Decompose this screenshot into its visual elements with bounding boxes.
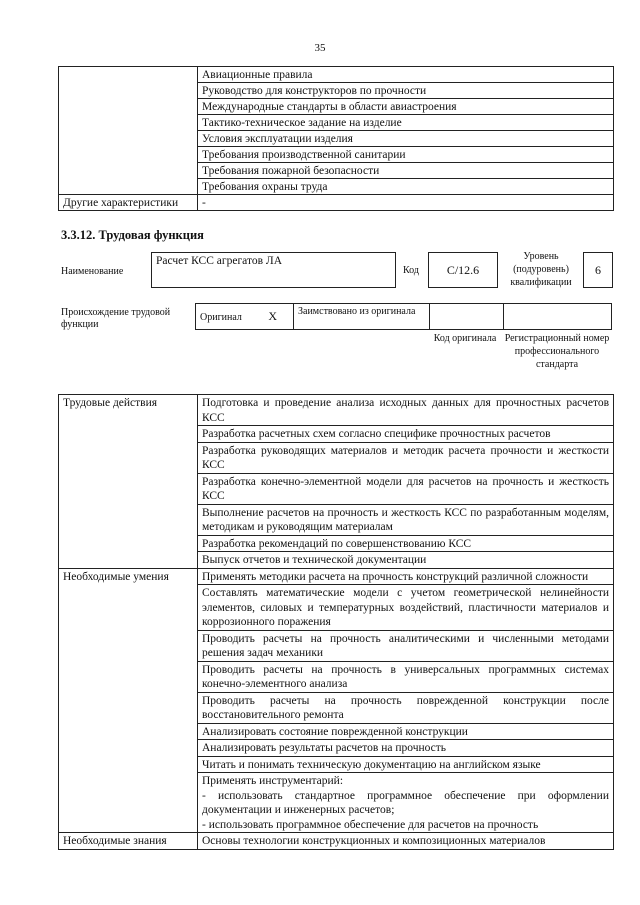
requirement-item: Требования производственной санитарии: [198, 147, 614, 163]
code-original-cell: [430, 304, 504, 330]
requirements-table: [58, 66, 614, 211]
original-cell: [196, 304, 294, 330]
skill-item-instruments: [198, 773, 614, 833]
function-details-table: [58, 394, 614, 850]
action-item: Разработка рекомендаций по совершенствованию КСС: [198, 535, 614, 552]
skill-item: Анализировать результаты расчетов на прочность: [198, 740, 614, 757]
requirement-item: Тактико-техническое задание на изделие: [198, 115, 614, 131]
instruments-line: - использовать программное обеспечение для расчетов на прочность: [202, 818, 539, 831]
code-original-caption: Код оригинала: [433, 333, 497, 344]
level-label: Уровень (подуровень) квалификации: [510, 251, 572, 288]
level-box: 6: [583, 252, 613, 288]
requirement-item: Международные стандарты в области авиастроения: [198, 99, 614, 115]
action-item: Подготовка и проведение анализа исходных данных для прочностных расчетов КСС: [198, 395, 614, 426]
original-label: Оригинал: [200, 312, 242, 323]
other-characteristics-label: Другие характеристики: [59, 195, 198, 211]
action-item: Разработка расчетных схем согласно специфике прочностных расчетов: [198, 426, 614, 443]
skill-item: Анализировать состояние поврежденной конструкции: [198, 723, 614, 740]
skills-label: Необходимые умения: [59, 568, 198, 833]
function-name-box: Расчет КСС агрегатов ЛА: [151, 252, 396, 288]
name-label: Наименование: [61, 266, 124, 277]
original-mark: X: [268, 309, 278, 323]
other-characteristics-value: -: [198, 195, 614, 211]
requirement-item: Авиационные правила: [198, 67, 614, 83]
action-item: Разработка конечно-элементной модели для расчетов на прочность и жесткость КСС: [198, 473, 614, 504]
skill-item: Читать и понимать техническую документацию на английском языке: [198, 756, 614, 773]
action-item: Выпуск отчетов и технической документации: [198, 552, 614, 569]
skill-item: Применять методики расчета на прочность конструкций различной сложности: [198, 568, 614, 585]
knowledge-item: Основы технологии конструкционных и композиционных материалов: [198, 833, 614, 850]
section-title: 3.3.12. Трудовая функция: [61, 228, 204, 242]
code-box: С/12.6: [428, 252, 498, 288]
actions-label: Трудовые действия: [59, 395, 198, 569]
empty-label-cell: [59, 67, 198, 195]
skill-item: Проводить расчеты на прочность аналитическими и численными методами решения задач механики: [198, 630, 614, 661]
requirement-item: Требования охраны труда: [198, 179, 614, 195]
reg-number-cell: [504, 304, 612, 330]
origin-table: [195, 303, 612, 330]
page-number: 35: [314, 42, 326, 54]
code-label: Код: [403, 265, 419, 276]
skill-item: Проводить расчеты на прочность поврежденной конструкции после восстановительного ремонта: [198, 692, 614, 723]
requirement-item: Руководство для конструкторов по прочности: [198, 83, 614, 99]
requirement-item: Условия эксплуатации изделия: [198, 131, 614, 147]
knowledge-label: Необходимые знания: [59, 833, 198, 850]
skill-item: Составлять математические модели с учетом геометрической нелинейности элементов, силовых и температурных воздействий, пластичности материалов и коррозионного поражения: [198, 585, 614, 631]
action-item: Разработка руководящих материалов и методик расчета прочности и жесткости КСС: [198, 442, 614, 473]
reg-number-caption: Регистрационный номер профессионального стандарта: [504, 333, 610, 370]
instruments-line: Применять инструментарий:: [202, 775, 344, 787]
requirement-item: Требования пожарной безопасности: [198, 163, 614, 179]
skill-item: Проводить расчеты на прочность в универсальных программных системах конечно-элементного анализа: [198, 661, 614, 692]
origin-label: Происхождение трудовой функции: [61, 307, 171, 330]
action-item: Выполнение расчетов на прочность и жесткость КСС по разработанным моделям, методикам и руководящим материалам: [198, 504, 614, 535]
instruments-line: - использовать стандартное программное обеспечение при оформлении документации и инженерных расчетов;: [202, 789, 609, 816]
borrowed-label: Заимствовано из оригинала: [294, 304, 430, 330]
